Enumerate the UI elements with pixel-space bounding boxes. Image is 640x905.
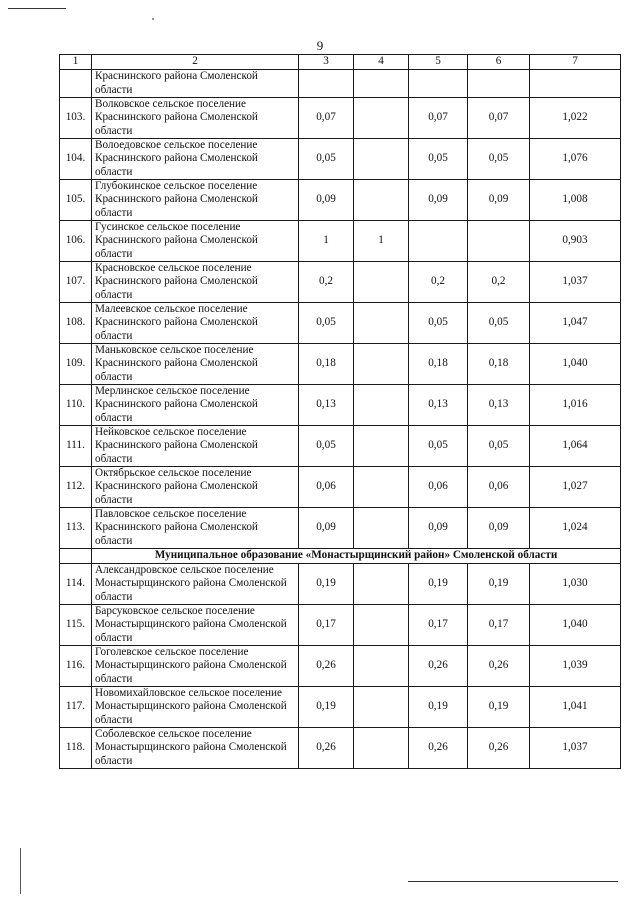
col-5-value: 0,07 [409,98,468,139]
col-4-value [354,646,409,687]
col-3-value: 0,09 [299,508,354,549]
column-header: 3 [299,55,354,70]
col-5-value: 0,09 [409,180,468,221]
col-4-value [354,508,409,549]
col-7-value: 1,022 [530,98,621,139]
col-6-value [468,221,530,262]
col-6-value: 0,2 [468,262,530,303]
col-6-value: 0,09 [468,508,530,549]
row-number: 114. [60,564,92,605]
section-heading: Муниципальное образование «Монастырщинский район» Смоленской области [92,549,621,564]
col-4-value [354,262,409,303]
col-3-value: 0,06 [299,467,354,508]
row-number: 118. [60,728,92,769]
col-4-value [354,687,409,728]
col-5-value: 0,09 [409,508,468,549]
row-number: 107. [60,262,92,303]
col-3-value: 0,19 [299,687,354,728]
table-row [60,139,621,180]
col-4-value [354,564,409,605]
col-4-value [354,180,409,221]
table-row [60,467,621,508]
col-6-value: 0,26 [468,728,530,769]
table-row [60,262,621,303]
col-6-value: 0,18 [468,344,530,385]
col-6-value: 0,19 [468,564,530,605]
col-5-value: 0,2 [409,262,468,303]
scan-speck [152,18,154,20]
settlement-name: Малеевское сельское поселение Краснинского района Смоленской области [92,303,299,344]
settlement-name: Гоголевское сельское поселение Монастырщинского района Смоленской области [92,646,299,687]
col-6-value [468,70,530,98]
settlement-name: Соболевское сельское поселение Монастырщинского района Смоленской области [92,728,299,769]
col-3-value: 0,26 [299,728,354,769]
col-4-value [354,385,409,426]
settlement-name: Краснинского района Смоленской области [92,70,299,98]
row-number: 110. [60,385,92,426]
table-row [60,344,621,385]
col-5-value: 0,19 [409,564,468,605]
table-row [60,687,621,728]
table-row [60,98,621,139]
row-number: 108. [60,303,92,344]
col-6-value: 0,05 [468,303,530,344]
table-row [60,508,621,549]
row-number: 117. [60,687,92,728]
settlement-name: Новомихайловское сельское поселение Монастырщинского района Смоленской области [92,687,299,728]
continuation-row [60,70,621,98]
col-6-value: 0,13 [468,385,530,426]
col-4-value [354,467,409,508]
row-number: 116. [60,646,92,687]
col-7-value: 1,076 [530,139,621,180]
settlement-name: Волоедовское сельское поселение Краснинского района Смоленской области [92,139,299,180]
col-7-value: 1,008 [530,180,621,221]
column-header: 2 [92,55,299,70]
col-3-value: 0,26 [299,646,354,687]
table-row [60,180,621,221]
col-3-value: 0,05 [299,426,354,467]
row-number: 111. [60,426,92,467]
bottom-rule [408,881,618,882]
col-4-value [354,426,409,467]
col-5-value: 0,18 [409,344,468,385]
col-3-value: 0,17 [299,605,354,646]
settlement-name: Нейковское сельское поселение Краснинского района Смоленской области [92,426,299,467]
table-row [60,221,621,262]
table-row [60,385,621,426]
row-number: 113. [60,508,92,549]
row-number: 115. [60,605,92,646]
page-number: 9 [316,38,324,53]
row-number: 104. [60,139,92,180]
col-3-value: 0,05 [299,303,354,344]
col-3-value [299,70,354,98]
settlement-name: Глубокинское сельское поселение Краснинского района Смоленской области [92,180,299,221]
settlement-name: Октябрьское сельское поселение Краснинского района Смоленской области [92,467,299,508]
col-7-value [530,70,621,98]
section-heading-row [60,549,621,564]
column-header: 6 [468,55,530,70]
row-number: 109. [60,344,92,385]
col-6-value: 0,26 [468,646,530,687]
col-6-value: 0,09 [468,180,530,221]
col-3-value: 0,07 [299,98,354,139]
column-header: 5 [409,55,468,70]
column-header: 1 [60,55,92,70]
col-7-value: 1,024 [530,508,621,549]
table-row [60,564,621,605]
col-4-value [354,344,409,385]
col-7-value: 1,047 [530,303,621,344]
col-3-value: 1 [299,221,354,262]
col-6-value: 0,17 [468,605,530,646]
row-number: 106. [60,221,92,262]
col-7-value: 1,041 [530,687,621,728]
column-header: 4 [354,55,409,70]
row-number: 112. [60,467,92,508]
col-3-value: 0,18 [299,344,354,385]
col-5-value [409,221,468,262]
col-3-value: 0,05 [299,139,354,180]
row-number: 103. [60,98,92,139]
col-6-value: 0,05 [468,139,530,180]
settlements-table [59,54,621,769]
settlement-name: Гусинское сельское поселение Краснинского района Смоленской области [92,221,299,262]
table-row [60,426,621,467]
col-7-value: 1,030 [530,564,621,605]
col-4-value [354,139,409,180]
table-row [60,646,621,687]
col-3-value: 0,19 [299,564,354,605]
col-7-value: 1,027 [530,467,621,508]
col-4-value [354,98,409,139]
col-7-value: 1,040 [530,344,621,385]
settlement-name: Красновское сельское поселение Краснинского района Смоленской области [92,262,299,303]
col-7-value: 1,037 [530,728,621,769]
section-number-cell [60,549,92,564]
col-5-value: 0,05 [409,303,468,344]
col-5-value: 0,26 [409,646,468,687]
table-row [60,728,621,769]
settlement-name: Маньковское сельское поселение Краснинского района Смоленской области [92,344,299,385]
col-5-value: 0,13 [409,385,468,426]
settlement-name: Павловское сельское поселение Краснинского района Смоленской области [92,508,299,549]
col-4-value [354,728,409,769]
col-5-value: 0,05 [409,139,468,180]
col-5-value: 0,19 [409,687,468,728]
col-4-value [354,70,409,98]
settlement-name: Александровское сельское поселение Монастырщинского района Смоленской области [92,564,299,605]
col-3-value: 0,2 [299,262,354,303]
col-7-value: 1,016 [530,385,621,426]
col-7-value: 1,037 [530,262,621,303]
col-7-value: 1,040 [530,605,621,646]
col-5-value: 0,05 [409,426,468,467]
col-3-value: 0,13 [299,385,354,426]
col-5-value: 0,06 [409,467,468,508]
column-header: 7 [530,55,621,70]
col-7-value: 1,039 [530,646,621,687]
col-5-value [409,70,468,98]
col-6-value: 0,07 [468,98,530,139]
col-4-value [354,303,409,344]
margin-mark [20,848,21,894]
top-left-rule [8,8,66,9]
row-number: 105. [60,180,92,221]
table-body [60,55,621,769]
col-7-value: 0,903 [530,221,621,262]
table-row [60,303,621,344]
table-row [60,605,621,646]
col-6-value: 0,19 [468,687,530,728]
col-6-value: 0,05 [468,426,530,467]
col-6-value: 0,06 [468,467,530,508]
row-number [60,70,92,98]
col-5-value: 0,26 [409,728,468,769]
col-4-value: 1 [354,221,409,262]
settlement-name: Барсуковское сельское поселение Монастырщинского района Смоленской области [92,605,299,646]
settlement-name: Мерлинское сельское поселение Краснинского района Смоленской области [92,385,299,426]
col-3-value: 0,09 [299,180,354,221]
col-7-value: 1,064 [530,426,621,467]
settlement-name: Волковское сельское поселение Краснинского района Смоленской области [92,98,299,139]
col-5-value: 0,17 [409,605,468,646]
column-header-row [60,55,621,70]
col-4-value [354,605,409,646]
